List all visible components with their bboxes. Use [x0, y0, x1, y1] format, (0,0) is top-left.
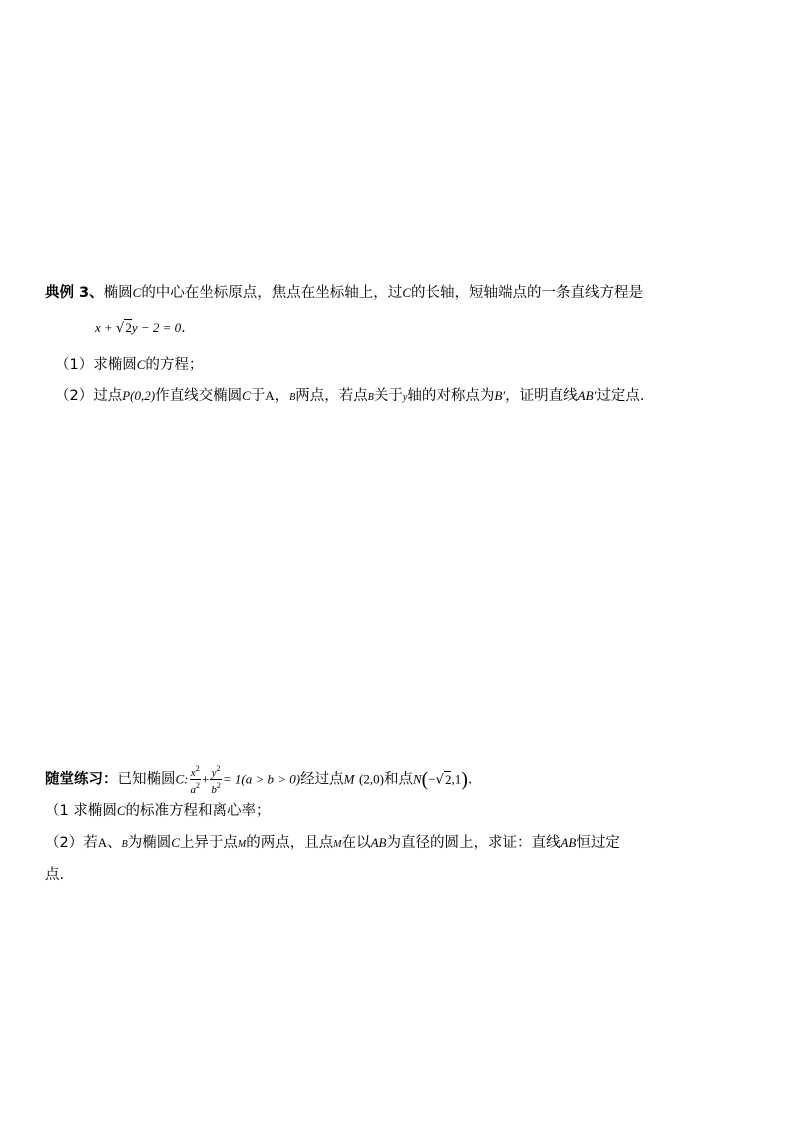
ellipse-c-symbol: C — [402, 285, 411, 300]
point-n-rest: ,1 — [451, 771, 462, 787]
sqrt-sign: √ — [435, 772, 444, 788]
pq2-dun: 、 — [107, 835, 122, 851]
q2-comma: ， — [274, 388, 290, 404]
q2-text6: 轴的对称点为 — [407, 388, 495, 404]
minus-sign: − — [428, 771, 436, 787]
point-m-coords: (2,0) — [359, 771, 384, 787]
sqrt-sign: √ — [116, 321, 125, 336]
example3-text2: 的中心在坐标原点，焦点在坐标轴上，过 — [141, 285, 403, 301]
point-b: B — [121, 839, 128, 850]
ellipse-c-symbol: C — [136, 357, 146, 372]
point-a: A — [265, 388, 275, 403]
example3-question-2 — [55, 386, 644, 408]
ellipse-c-symbol: C — [242, 388, 251, 403]
ellipse-c-symbol: C — [132, 285, 142, 300]
pq1-text1: （1 求椭圆 — [45, 803, 117, 819]
point-m: M — [343, 771, 355, 787]
pq2-text7: 恒过定 — [576, 835, 620, 851]
question-number: （2） — [55, 388, 94, 404]
q2-text4: 两点，若点 — [295, 388, 368, 404]
q2-text1: 过点 — [93, 388, 123, 404]
point-b: B — [289, 392, 296, 403]
q2-text8: 过定点. — [596, 388, 645, 404]
pq2-text4: 的两点，且点 — [246, 835, 334, 851]
example3-label: 典例 3、 — [45, 285, 104, 301]
pq2-cont: 点. — [45, 867, 65, 883]
q1-text1: 求椭圆 — [93, 357, 137, 373]
sqrt-argument: 2 — [444, 771, 452, 787]
segment-ab: AB — [370, 835, 387, 850]
point-p: P(0,2) — [122, 388, 156, 403]
equation-end: . — [181, 320, 186, 336]
q2-text2: 作直线交椭圆 — [155, 388, 243, 404]
practice-question-1 — [45, 801, 271, 821]
paren-open: ( — [421, 768, 429, 791]
q2-text7: ，证明直线 — [505, 388, 578, 404]
practice-label: 随堂练习： — [45, 771, 118, 788]
pq2-text3: 上异于点 — [179, 835, 238, 851]
plus-sign: + — [202, 771, 210, 787]
fraction-y-over-b: $\frac{y^2}{b^2}$ — [211, 764, 221, 796]
q2-text5: 关于 — [373, 388, 403, 404]
pq2-text1: 若 — [83, 835, 98, 851]
example3-statement — [45, 283, 643, 303]
point-m: M — [333, 839, 342, 850]
line-ab-prime: AB′ — [577, 388, 597, 403]
example3-text1: 椭圆 — [103, 285, 133, 301]
fraction-x-over-a: $\frac{x^2}{a^2}$ — [190, 764, 200, 796]
practice-text2: 经过点 — [300, 771, 344, 788]
practice-statement — [45, 763, 472, 796]
practice-text3: 和点 — [383, 771, 413, 788]
pq2-text6: 为直径的圆上，求证：直线 — [386, 835, 561, 851]
point-b-prime: B′ — [494, 388, 506, 403]
equation-part-b: y − 2 = 0 — [131, 320, 182, 335]
point-b: B — [367, 392, 374, 403]
question-number: （1） — [55, 357, 94, 373]
practice-question-2-continued — [45, 865, 64, 885]
practice-end: . — [467, 771, 473, 788]
sqrt-argument: 2 — [125, 320, 132, 335]
q1-text2: 的方程； — [145, 357, 204, 373]
example3-text3: 的长轴，短轴端点的一条直线方程是 — [410, 285, 643, 301]
ellipse-c-symbol: C — [171, 835, 180, 850]
paren-close: ) — [461, 768, 468, 791]
equation-rhs: = 1(a > b > 0) — [222, 771, 301, 787]
ellipse-c-symbol: C — [116, 803, 126, 818]
segment-ab: AB — [560, 835, 577, 850]
pq2-text2: 为椭圆 — [127, 835, 172, 851]
point-n: N — [412, 771, 422, 787]
practice-text1: 已知椭圆 — [117, 771, 176, 788]
point-m: M — [237, 839, 247, 850]
q2-text3: 于 — [250, 388, 266, 404]
point-a: A — [97, 835, 108, 850]
equation-part-a: x + — [95, 320, 117, 335]
pq1-text2: 的标准方程和离心率； — [125, 803, 271, 819]
practice-question-2 — [45, 833, 620, 855]
ellipse-c-colon: C: — [175, 771, 189, 787]
example3-question-1 — [55, 355, 203, 375]
question-number: （2） — [45, 835, 84, 851]
pq2-text5: 在以 — [341, 835, 371, 851]
axis-y: y — [402, 392, 408, 403]
example3-equation — [95, 318, 186, 339]
